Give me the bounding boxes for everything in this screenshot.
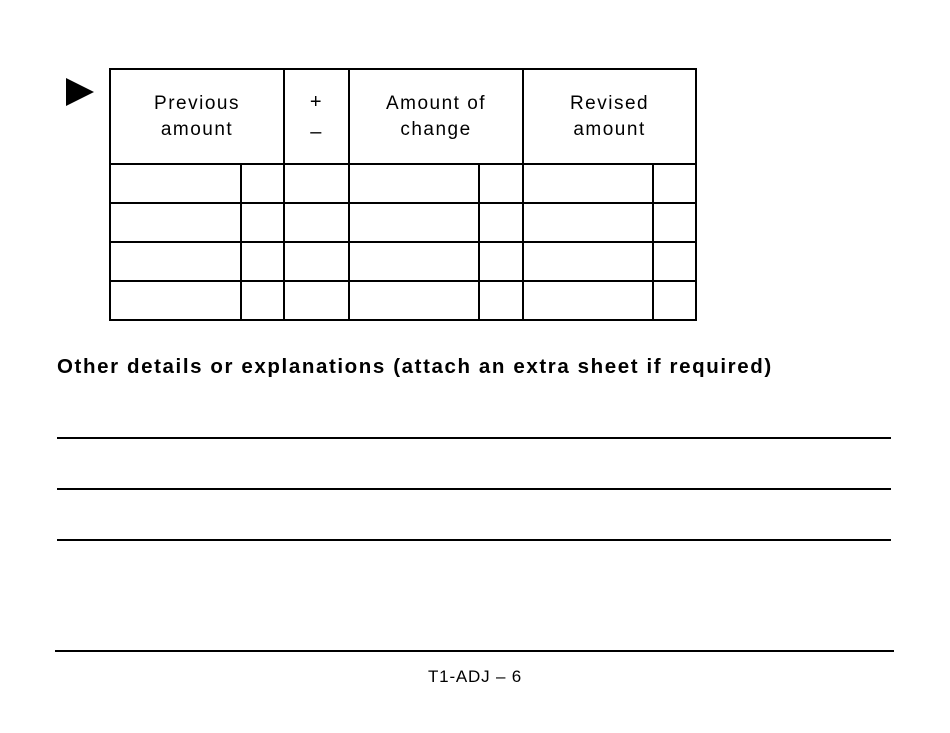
change-dollars-field[interactable] [350, 282, 478, 319]
change-cents-field[interactable] [480, 165, 522, 202]
previous-dollars-field[interactable] [111, 243, 240, 280]
details-write-line-3[interactable] [57, 539, 891, 541]
revised-dollars-field[interactable] [524, 282, 652, 319]
change-cents-field[interactable] [480, 282, 522, 319]
revised-cents-field[interactable] [654, 165, 695, 202]
pointer-arrow-icon [66, 78, 94, 106]
sign-field[interactable] [285, 282, 348, 319]
revised-cents-field[interactable] [654, 243, 695, 280]
previous-cents-field[interactable] [242, 165, 283, 202]
previous-cents-field[interactable] [242, 204, 283, 241]
details-write-line-2[interactable] [57, 488, 891, 490]
sign-field[interactable] [285, 243, 348, 280]
header-previous-amount: Previous amount [110, 69, 284, 164]
details-title: Other details or explanations (attach an extra sheet if required) [57, 355, 773, 378]
table-row [110, 164, 696, 203]
revised-cents-field[interactable] [654, 282, 695, 319]
footer-divider [55, 650, 894, 652]
adjustment-amounts-table [109, 68, 697, 321]
revised-cents-field[interactable] [654, 204, 695, 241]
revised-dollars-field[interactable] [524, 165, 652, 202]
previous-cents-field[interactable] [242, 282, 283, 319]
change-cents-field[interactable] [480, 204, 522, 241]
table-row [110, 242, 696, 281]
change-cents-field[interactable] [480, 243, 522, 280]
table-row [110, 203, 696, 242]
previous-dollars-field[interactable] [111, 282, 240, 319]
change-dollars-field[interactable] [350, 165, 478, 202]
page-identifier: T1-ADJ – 6 [428, 667, 522, 686]
change-dollars-field[interactable] [350, 204, 478, 241]
sign-field[interactable] [285, 165, 348, 202]
header-plus-minus: + – [284, 69, 349, 164]
revised-dollars-field[interactable] [524, 204, 652, 241]
header-revised-amount: Revised amount [523, 69, 696, 164]
previous-dollars-field[interactable] [111, 165, 240, 202]
table-header-row [110, 69, 696, 164]
table-row [110, 281, 696, 320]
revised-dollars-field[interactable] [524, 243, 652, 280]
header-amount-of-change: Amount of change [349, 69, 523, 164]
sign-field[interactable] [285, 204, 348, 241]
previous-cents-field[interactable] [242, 243, 283, 280]
details-write-line-1[interactable] [57, 437, 891, 439]
previous-dollars-field[interactable] [111, 204, 240, 241]
change-dollars-field[interactable] [350, 243, 478, 280]
